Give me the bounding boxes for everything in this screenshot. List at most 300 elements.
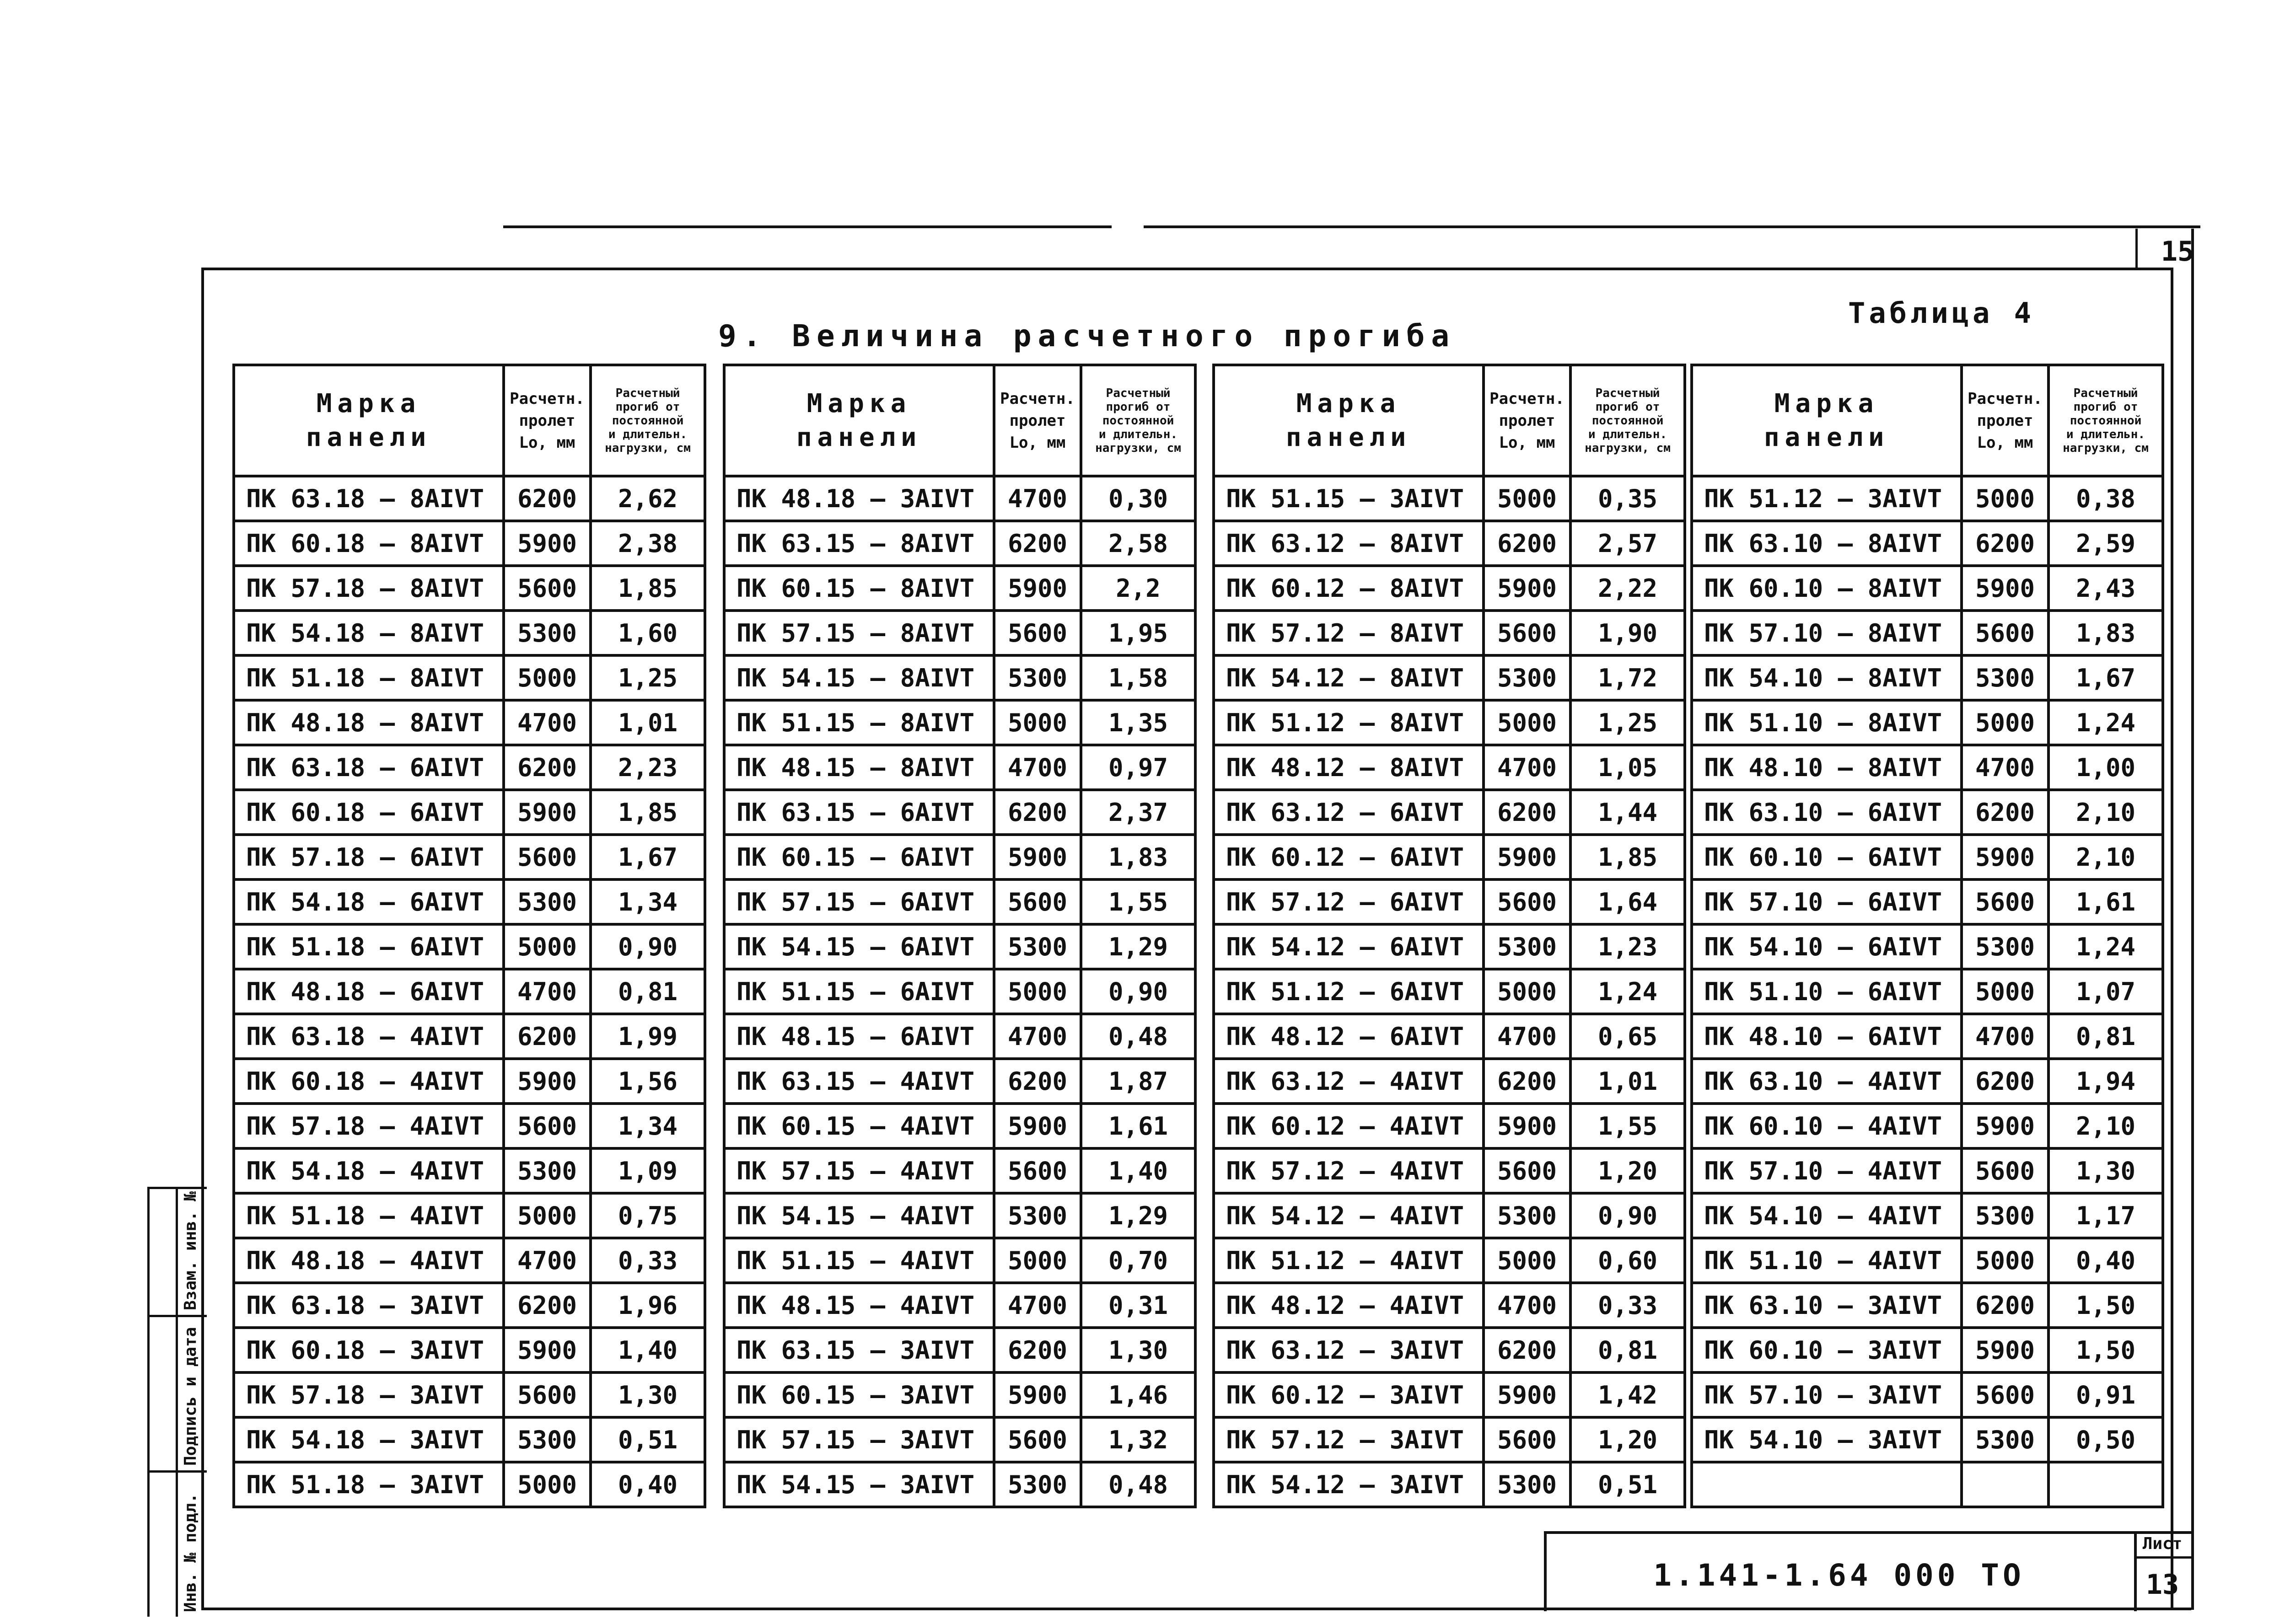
table-row (1692, 1462, 2163, 1507)
table-row (234, 476, 705, 521)
panel-mark-cell: ПК 60.18 – 8AIVT (234, 521, 504, 566)
table-row (1214, 655, 1685, 700)
panel-mark-cell: ПК 60.18 – 4AIVT (234, 1059, 504, 1104)
panel-mark-cell: ПК 48.12 – 4AIVT (1214, 1283, 1484, 1328)
deflection-cell: 0,40 (2048, 1238, 2163, 1283)
deflection-cell: 0,50 (2048, 1417, 2163, 1462)
top-rule-left (503, 225, 1112, 228)
table-row (1692, 1328, 2163, 1372)
deflection-cell: 2,62 (591, 476, 705, 521)
deflection-cell: 1,61 (1081, 1104, 1195, 1148)
header-mark: Марка панели (234, 365, 504, 476)
panel-mark-cell: ПК 63.15 – 4AIVT (724, 1059, 994, 1104)
deflection-cell: 1,55 (1081, 879, 1195, 924)
panel-mark-cell: ПК 57.10 – 3AIVT (1692, 1372, 1962, 1417)
table-row (1214, 1328, 1685, 1372)
table-row (1692, 700, 2163, 745)
span-cell (1962, 1462, 2048, 1507)
span-cell: 6200 (1484, 790, 1570, 835)
span-cell: 5600 (994, 611, 1081, 655)
table-row (1214, 1014, 1685, 1059)
span-cell: 5300 (504, 1417, 591, 1462)
span-cell: 5600 (504, 566, 591, 611)
table-row (724, 924, 1195, 969)
table-row (1692, 745, 2163, 790)
panel-mark-cell: ПК 48.18 – 8AIVT (234, 700, 504, 745)
deflection-cell: 1,09 (591, 1148, 705, 1193)
panel-mark-cell: ПК 51.12 – 6AIVT (1214, 969, 1484, 1014)
panel-mark-cell: ПК 51.12 – 3AIVT (1692, 476, 1962, 521)
deflection-cell: 1,40 (1081, 1148, 1195, 1193)
span-cell: 6200 (504, 745, 591, 790)
deflection-cell: 2,22 (1570, 566, 1685, 611)
panel-mark-cell: ПК 63.12 – 3AIVT (1214, 1328, 1484, 1372)
rows (234, 476, 705, 1507)
span-cell: 4700 (1962, 745, 2048, 790)
panel-mark-cell: ПК 48.15 – 4AIVT (724, 1283, 994, 1328)
span-cell: 5000 (994, 700, 1081, 745)
span-cell: 5000 (994, 969, 1081, 1014)
panel-mark-cell: ПК 54.15 – 3AIVT (724, 1462, 994, 1507)
deflection-cell: 2,10 (2048, 835, 2163, 879)
header-mark: Марка панели (724, 365, 994, 476)
table-row (1214, 1148, 1685, 1193)
deflection-cell: 1,35 (1081, 700, 1195, 745)
deflection-cell: 1,67 (591, 835, 705, 879)
strip-top-rule (147, 1187, 207, 1189)
span-cell: 5900 (1962, 566, 2048, 611)
panel-mark-cell: ПК 54.10 – 8AIVT (1692, 655, 1962, 700)
deflection-cell: 1,99 (591, 1014, 705, 1059)
panel-mark-cell: ПК 60.15 – 8AIVT (724, 566, 994, 611)
deflection-cell: 1,87 (1081, 1059, 1195, 1104)
span-cell: 6200 (1484, 1059, 1570, 1104)
panel-mark-cell: ПК 60.15 – 6AIVT (724, 835, 994, 879)
panel-mark-cell: ПК 51.10 – 4AIVT (1692, 1238, 1962, 1283)
panel-mark-cell: ПК 57.12 – 8AIVT (1214, 611, 1484, 655)
span-cell: 4700 (504, 969, 591, 1014)
deflection-cell: 0,97 (1081, 745, 1195, 790)
deflection-cell: 1,23 (1570, 924, 1685, 969)
deflection-cell: 1,24 (1570, 969, 1685, 1014)
deflection-table-1 (232, 364, 706, 1508)
deflection-cell: 1,67 (2048, 655, 2163, 700)
page-number: 15 (2161, 236, 2194, 268)
panel-mark-cell: ПК 60.12 – 4AIVT (1214, 1104, 1484, 1148)
deflection-cell: 1,29 (1081, 1193, 1195, 1238)
panel-mark-cell: ПК 60.15 – 3AIVT (724, 1372, 994, 1417)
header-span: Расчетн. пролет Lо, мм (504, 365, 591, 476)
table-row (1692, 476, 2163, 521)
table-row (234, 611, 705, 655)
table-row (724, 566, 1195, 611)
table-row (1692, 1372, 2163, 1417)
table-row (724, 835, 1195, 879)
panel-mark-cell: ПК 60.10 – 4AIVT (1692, 1104, 1962, 1148)
header-row (1214, 365, 1685, 476)
panel-mark-cell: ПК 51.15 – 6AIVT (724, 969, 994, 1014)
deflection-cell: 0,81 (591, 969, 705, 1014)
panel-mark-cell: ПК 63.18 – 4AIVT (234, 1014, 504, 1059)
panel-mark-cell: ПК 54.12 – 4AIVT (1214, 1193, 1484, 1238)
span-cell: 5600 (1962, 1372, 2048, 1417)
span-cell: 5900 (1962, 1104, 2048, 1148)
panel-mark-cell: ПК 57.10 – 4AIVT (1692, 1148, 1962, 1193)
table-row (724, 611, 1195, 655)
panel-mark-cell: ПК 63.12 – 8AIVT (1214, 521, 1484, 566)
margin-stamp-strip (147, 1187, 207, 1617)
table-row (1692, 655, 2163, 700)
table-row (234, 521, 705, 566)
table-row (724, 655, 1195, 700)
panel-mark-cell (1692, 1462, 1962, 1507)
span-cell: 4700 (1962, 1014, 2048, 1059)
table-row (1214, 745, 1685, 790)
table-row (724, 1104, 1195, 1148)
table-row (724, 745, 1195, 790)
table-row (1692, 924, 2163, 969)
table-row (234, 655, 705, 700)
table-row (234, 1283, 705, 1328)
span-cell: 5600 (1484, 1148, 1570, 1193)
deflection-table-4 (1690, 364, 2164, 1508)
panel-mark-cell: ПК 48.15 – 8AIVT (724, 745, 994, 790)
panel-mark-cell: ПК 57.18 – 4AIVT (234, 1104, 504, 1148)
span-cell: 5900 (1484, 566, 1570, 611)
span-cell: 5900 (504, 521, 591, 566)
table-row (234, 700, 705, 745)
span-cell: 5000 (1484, 1238, 1570, 1283)
span-cell: 6200 (504, 476, 591, 521)
span-cell: 5600 (1484, 611, 1570, 655)
deflection-cell: 0,33 (591, 1238, 705, 1283)
panel-mark-cell: ПК 48.18 – 6AIVT (234, 969, 504, 1014)
deflection-cell: 1,58 (1081, 655, 1195, 700)
header-row (234, 365, 705, 476)
span-cell: 6200 (994, 790, 1081, 835)
span-cell: 5600 (504, 1104, 591, 1148)
table-row (1692, 566, 2163, 611)
span-cell: 5300 (1962, 924, 2048, 969)
panel-mark-cell: ПК 57.12 – 3AIVT (1214, 1417, 1484, 1462)
panel-mark-cell: ПК 57.10 – 6AIVT (1692, 879, 1962, 924)
table-row (724, 879, 1195, 924)
table-block-1 (232, 364, 704, 1505)
deflection-table-3 (1212, 364, 1686, 1508)
deflection-cell: 1,30 (591, 1372, 705, 1417)
span-cell: 5900 (504, 1328, 591, 1372)
span-cell: 4700 (994, 476, 1081, 521)
table-row (234, 1238, 705, 1283)
span-cell: 5900 (994, 835, 1081, 879)
header-span: Расчетн. пролет Lо, мм (1484, 365, 1570, 476)
deflection-cell: 1,96 (591, 1283, 705, 1328)
span-cell: 5300 (504, 1148, 591, 1193)
frame-right (2171, 268, 2173, 1610)
span-cell: 5000 (994, 1238, 1081, 1283)
table-row (1692, 969, 2163, 1014)
deflection-cell: 1,20 (1570, 1417, 1685, 1462)
deflection-cell: 0,48 (1081, 1014, 1195, 1059)
table-row (1214, 1238, 1685, 1283)
panel-mark-cell: ПК 57.15 – 3AIVT (724, 1417, 994, 1462)
table-row (1692, 1148, 2163, 1193)
span-cell: 4700 (1484, 1014, 1570, 1059)
span-cell: 4700 (994, 1014, 1081, 1059)
deflection-cell: 0,38 (2048, 476, 2163, 521)
panel-mark-cell: ПК 54.18 – 4AIVT (234, 1148, 504, 1193)
deflection-cell: 1,72 (1570, 655, 1685, 700)
table-row (724, 476, 1195, 521)
span-cell: 5000 (504, 1462, 591, 1507)
table-block-4 (1690, 364, 2161, 1505)
deflection-cell: 1,17 (2048, 1193, 2163, 1238)
deflection-cell: 0,81 (2048, 1014, 2163, 1059)
span-cell: 5300 (1484, 655, 1570, 700)
deflection-cell: 1,34 (591, 879, 705, 924)
span-cell: 5900 (1962, 1328, 2048, 1372)
table-row (1214, 521, 1685, 566)
table-row (1692, 611, 2163, 655)
panel-mark-cell: ПК 54.12 – 6AIVT (1214, 924, 1484, 969)
table-row (724, 969, 1195, 1014)
table-row (234, 1059, 705, 1104)
deflection-cell: 2,10 (2048, 1104, 2163, 1148)
deflection-cell: 0,51 (1570, 1462, 1685, 1507)
panel-mark-cell: ПК 51.15 – 4AIVT (724, 1238, 994, 1283)
span-cell: 5300 (1962, 1193, 2048, 1238)
panel-mark-cell: ПК 57.15 – 6AIVT (724, 879, 994, 924)
panel-mark-cell: ПК 63.10 – 4AIVT (1692, 1059, 1962, 1104)
table-row (1692, 835, 2163, 879)
span-cell: 5300 (504, 611, 591, 655)
span-cell: 5600 (994, 1417, 1081, 1462)
deflection-cell: 0,33 (1570, 1283, 1685, 1328)
deflection-cell: 2,23 (591, 745, 705, 790)
span-cell: 5300 (1962, 1417, 2048, 1462)
panel-mark-cell: ПК 54.15 – 4AIVT (724, 1193, 994, 1238)
table-row (1214, 611, 1685, 655)
span-cell: 5300 (1484, 1462, 1570, 1507)
panel-mark-cell: ПК 60.10 – 6AIVT (1692, 835, 1962, 879)
deflection-cell: 1,20 (1570, 1148, 1685, 1193)
panel-mark-cell: ПК 51.18 – 6AIVT (234, 924, 504, 969)
header-deflection: Расчетный прогиб от постоянной и длительн. нагрузки, см (2048, 365, 2163, 476)
panel-mark-cell: ПК 60.12 – 6AIVT (1214, 835, 1484, 879)
span-cell: 6200 (994, 1059, 1081, 1104)
table-row (234, 969, 705, 1014)
header-mark: Марка панели (1692, 365, 1962, 476)
panel-mark-cell: ПК 63.10 – 6AIVT (1692, 790, 1962, 835)
span-cell: 5300 (504, 879, 591, 924)
deflection-cell: 0,91 (2048, 1372, 2163, 1417)
table-row (724, 700, 1195, 745)
deflection-cell: 0,70 (1081, 1238, 1195, 1283)
panel-mark-cell: ПК 60.18 – 6AIVT (234, 790, 504, 835)
table-row (234, 835, 705, 879)
deflection-cell: 0,51 (591, 1417, 705, 1462)
strip-label-replaced: Взам. инв. № (181, 1191, 200, 1310)
panel-mark-cell: ПК 54.18 – 3AIVT (234, 1417, 504, 1462)
deflection-cell: 1,01 (1570, 1059, 1685, 1104)
rows (1214, 476, 1685, 1507)
table-row (1692, 1238, 2163, 1283)
deflection-table-2 (723, 364, 1197, 1508)
table-row (1692, 1059, 2163, 1104)
panel-mark-cell: ПК 51.18 – 3AIVT (234, 1462, 504, 1507)
deflection-cell: 0,35 (1570, 476, 1685, 521)
deflection-cell: 0,31 (1081, 1283, 1195, 1328)
span-cell: 4700 (504, 700, 591, 745)
deflection-cell: 1,24 (2048, 700, 2163, 745)
span-cell: 5900 (1484, 835, 1570, 879)
table-label: Таблица 4 (1848, 296, 2035, 330)
deflection-cell: 1,60 (591, 611, 705, 655)
strip-left-rule (147, 1187, 150, 1617)
panel-mark-cell: ПК 60.18 – 3AIVT (234, 1328, 504, 1372)
section-title: 9. Величина расчетного прогиба (718, 318, 1456, 354)
table-row (724, 521, 1195, 566)
table-row (1214, 476, 1685, 521)
span-cell: 4700 (994, 1283, 1081, 1328)
panel-mark-cell: ПК 63.12 – 6AIVT (1214, 790, 1484, 835)
table-block-3 (1212, 364, 1683, 1505)
span-cell: 5300 (1484, 1193, 1570, 1238)
deflection-cell: 1,94 (2048, 1059, 2163, 1104)
deflection-cell: 2,58 (1081, 521, 1195, 566)
span-cell: 5000 (1484, 476, 1570, 521)
span-cell: 5000 (1962, 969, 2048, 1014)
header-span: Расчетн. пролет Lо, мм (994, 365, 1081, 476)
panel-mark-cell: ПК 60.12 – 8AIVT (1214, 566, 1484, 611)
deflection-cell: 1,05 (1570, 745, 1685, 790)
panel-mark-cell: ПК 48.15 – 6AIVT (724, 1014, 994, 1059)
deflection-cell: 2,2 (1081, 566, 1195, 611)
deflection-cell: 1,50 (2048, 1328, 2163, 1372)
deflection-cell: 1,25 (591, 655, 705, 700)
deflection-cell: 0,48 (1081, 1462, 1195, 1507)
deflection-cell: 1,85 (591, 790, 705, 835)
span-cell: 5300 (994, 1462, 1081, 1507)
table-row (234, 1328, 705, 1372)
panel-mark-cell: ПК 63.15 – 6AIVT (724, 790, 994, 835)
span-cell: 6200 (994, 1328, 1081, 1372)
table-row (724, 1417, 1195, 1462)
panel-mark-cell: ПК 63.15 – 8AIVT (724, 521, 994, 566)
strip-label-signature: Подпись и дата (181, 1327, 200, 1466)
panel-mark-cell: ПК 51.18 – 8AIVT (234, 655, 504, 700)
panel-mark-cell: ПК 54.15 – 6AIVT (724, 924, 994, 969)
panel-mark-cell: ПК 57.18 – 8AIVT (234, 566, 504, 611)
deflection-cell: 1,83 (2048, 611, 2163, 655)
span-cell: 5600 (994, 879, 1081, 924)
top-rule-right (1144, 225, 2200, 228)
panel-mark-cell: ПК 54.10 – 6AIVT (1692, 924, 1962, 969)
span-cell: 5000 (504, 924, 591, 969)
span-cell: 5600 (1962, 1148, 2048, 1193)
panel-mark-cell: ПК 60.15 – 4AIVT (724, 1104, 994, 1148)
deflection-cell: 1,30 (1081, 1328, 1195, 1372)
stamp-top-rule (1544, 1531, 2191, 1534)
panel-mark-cell: ПК 60.12 – 3AIVT (1214, 1372, 1484, 1417)
deflection-cell: 0,90 (1081, 969, 1195, 1014)
deflection-cell: 0,75 (591, 1193, 705, 1238)
deflection-cell: 1,90 (1570, 611, 1685, 655)
span-cell: 6200 (994, 521, 1081, 566)
span-cell: 5600 (504, 1372, 591, 1417)
table-row (1692, 1417, 2163, 1462)
table-row (234, 1417, 705, 1462)
header-span: Расчетн. пролет Lо, мм (1962, 365, 2048, 476)
table-row (1214, 1417, 1685, 1462)
deflection-cell: 1,64 (1570, 879, 1685, 924)
table-row (1214, 566, 1685, 611)
deflection-cell (2048, 1462, 2163, 1507)
span-cell: 5900 (994, 566, 1081, 611)
table-row (724, 1328, 1195, 1372)
span-cell: 5000 (1962, 476, 2048, 521)
deflection-cell: 1,83 (1081, 835, 1195, 879)
deflection-cell: 1,29 (1081, 924, 1195, 969)
deflection-cell: 1,61 (2048, 879, 2163, 924)
span-cell: 6200 (1962, 521, 2048, 566)
panel-mark-cell: ПК 63.18 – 6AIVT (234, 745, 504, 790)
deflection-cell: 1,00 (2048, 745, 2163, 790)
table-row (1692, 1014, 2163, 1059)
span-cell: 6200 (1484, 521, 1570, 566)
panel-mark-cell: ПК 48.10 – 6AIVT (1692, 1014, 1962, 1059)
table-row (234, 790, 705, 835)
panel-mark-cell: ПК 51.15 – 3AIVT (1214, 476, 1484, 521)
deflection-cell: 2,57 (1570, 521, 1685, 566)
document-code: 1.141-1.64 000 ТО (1653, 1558, 2025, 1593)
deflection-cell: 1,85 (591, 566, 705, 611)
table-row (1214, 1059, 1685, 1104)
panel-mark-cell: ПК 48.18 – 4AIVT (234, 1238, 504, 1283)
strip-label-inventory: Инв. № подл. (181, 1493, 200, 1612)
table-row (724, 1238, 1195, 1283)
deflection-cell: 0,90 (1570, 1193, 1685, 1238)
deflection-cell: 0,60 (1570, 1238, 1685, 1283)
span-cell: 5300 (994, 655, 1081, 700)
table-block-2 (723, 364, 1194, 1505)
table-row (234, 879, 705, 924)
span-cell: 5600 (1962, 611, 2048, 655)
deflection-cell: 1,07 (2048, 969, 2163, 1014)
deflection-cell: 2,37 (1081, 790, 1195, 835)
rows (724, 476, 1195, 1507)
deflection-cell: 0,65 (1570, 1014, 1685, 1059)
table-row (724, 1462, 1195, 1507)
span-cell: 4700 (994, 745, 1081, 790)
panel-mark-cell: ПК 48.12 – 8AIVT (1214, 745, 1484, 790)
panel-mark-cell: ПК 57.10 – 8AIVT (1692, 611, 1962, 655)
table-row (724, 1148, 1195, 1193)
deflection-cell: 1,24 (2048, 924, 2163, 969)
rows (1692, 476, 2163, 1507)
panel-mark-cell: ПК 54.18 – 8AIVT (234, 611, 504, 655)
table-row (724, 1372, 1195, 1417)
deflection-cell: 1,25 (1570, 700, 1685, 745)
table-row (234, 566, 705, 611)
span-cell: 4700 (1484, 745, 1570, 790)
table-row (1692, 790, 2163, 835)
table-row (1214, 1104, 1685, 1148)
deflection-cell: 0,90 (591, 924, 705, 969)
table-row (1214, 1283, 1685, 1328)
strip-div-2 (147, 1470, 207, 1473)
table-row (1214, 879, 1685, 924)
